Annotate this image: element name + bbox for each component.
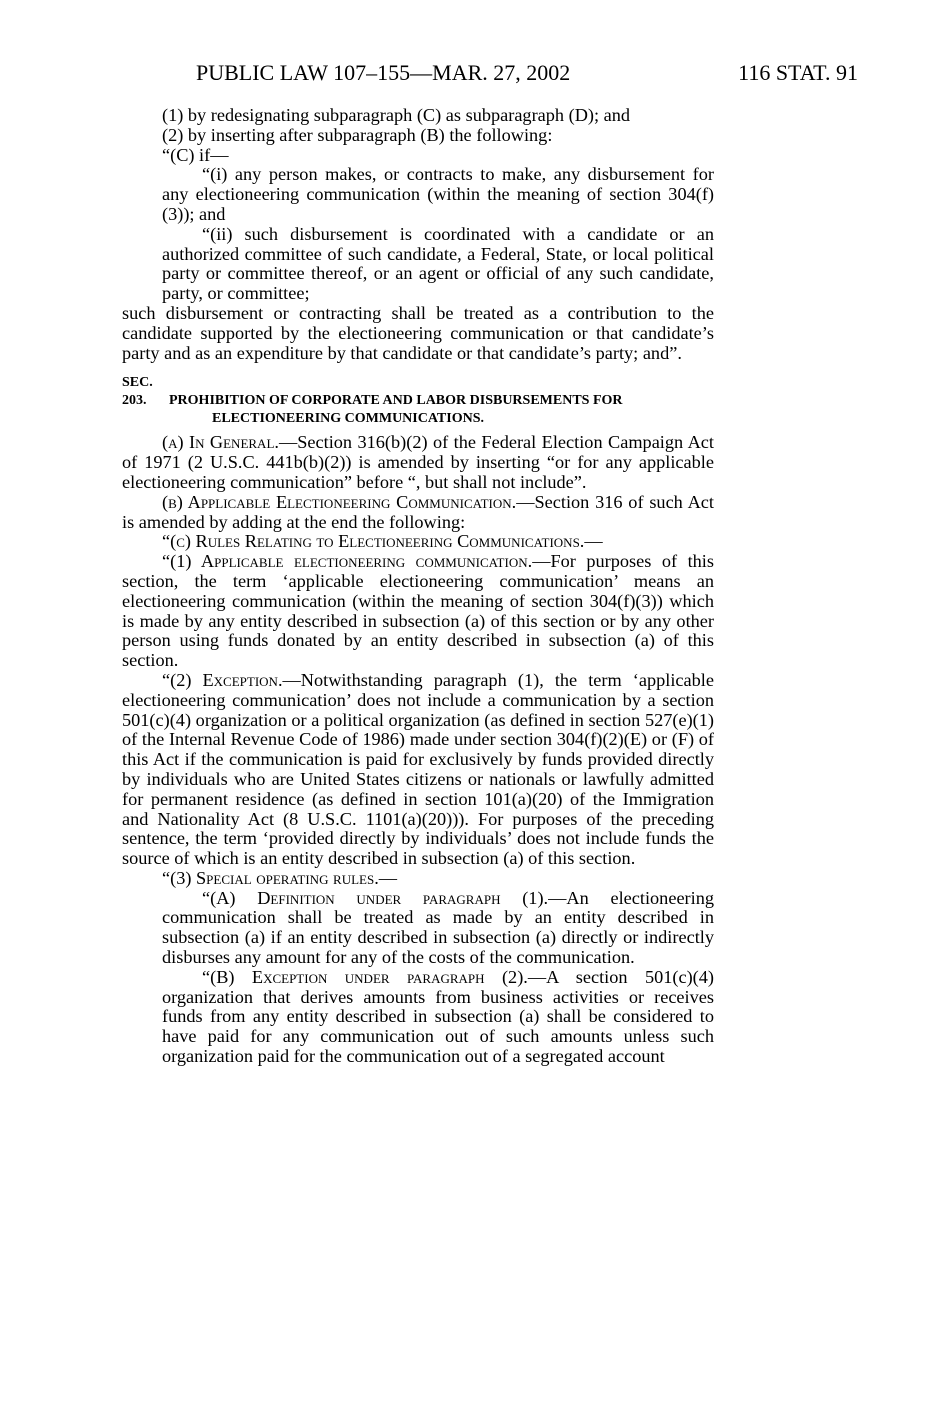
subsection-a [122, 433, 714, 492]
paragraph-2-heading: “(2) Exception. [162, 669, 283, 690]
paragraph-3-text: — [378, 867, 398, 888]
paragraph-1 [122, 552, 714, 671]
paragraph-2 [122, 671, 714, 869]
paragraph-3-b-text: —A section 501(c)(4) organization that derives amounts from business activities or receives funds from any entity described in subsection (a) shall be considered to have paid for any communication out of such amounts unless such organization paid for the communication out of a segregated account [162, 966, 714, 1067]
clause-1: (1) by redesignating subparagraph (C) as subparagraph (D); and [162, 105, 631, 125]
document-body [122, 106, 714, 1067]
paragraph-1-text: —For purposes of this section, the term ‘applicable electioneering communication’ means an electioneering communication (within the meaning of section 304(f)(3)) which is made by any entity described in subsection (a) of this section or by any other person using funds donated by an entity described in subsection (a) of this section. [122, 551, 714, 671]
section-title: PROHIBITION OF CORPORATE AND LABOR DISBURSEMENTS FOR ELECTIONEERING COMMUNICATIONS. [169, 393, 623, 427]
paragraph-3-a-text: —An electioneering communication shall be treated as made by an entity described in subsection (a) if an entity described in subsection (a) directly or indirectly disburses any amount for any of the costs of the communication. [162, 887, 715, 968]
subsection-c [122, 532, 714, 552]
paragraph-3-a [122, 889, 714, 968]
subparagraph-c: “(C) if— [162, 144, 229, 165]
section-number: SEC. 203. [122, 375, 153, 409]
subsection-b-text: —Section 316 of such Act is amended by adding at the end the following: [122, 491, 714, 532]
public-law-citation: PUBLIC LAW 107–155—MAR. 27, 2002 [196, 60, 571, 85]
page-header [196, 60, 858, 90]
flush-text: such disbursement or contracting shall be treated as a contribution to the candidate supported by the electioneering communication or that candidate’s party and as an expenditure by that candidate or that candidate’s party; and”. [122, 302, 714, 363]
paragraph-3-b [122, 968, 714, 1067]
subsection-b-heading: (b) Applicable Electioneering Communication. [162, 491, 517, 512]
clause-c-ii: “(ii) such disbursement is coordinated with a candidate or an authorized committee of such candidate, a Federal, State, or local political party or committee thereof, or an agent or official of any such candidate, party, or committee; [162, 223, 714, 304]
subsection-c-text: — [584, 531, 603, 552]
paragraph-1-heading: “(1) Applicable electioneering communication. [162, 551, 533, 572]
subsection-a-text: —Section 316(b)(2) of the Federal Election Campaign Act of 1971 (2 U.S.C. 441b(b)(2)) is amended by inserting “or for any applicable electioneering communication” before “, but shall not include”. [122, 432, 714, 492]
paragraph-3 [122, 869, 714, 889]
clause-2: (2) by inserting after subparagraph (B) the following: [162, 124, 553, 145]
clause-c-i: “(i) any person makes, or contracts to make, any disbursement for any electioneering communication (within the meaning of section 304(f)(3)); and [162, 164, 714, 224]
paragraph-3-b-heading: “(B) Exception under paragraph (2). [202, 966, 528, 987]
subsection-a-heading: (a) In General. [162, 432, 279, 453]
subsection-c-heading: “(c) Rules Relating to Electioneering Communications. [162, 531, 585, 552]
paragraph-3-heading: “(3) Special operating rules. [162, 867, 379, 888]
paragraph-2-text: —Notwithstanding paragraph (1), the term ‘applicable electioneering communication’ does not include a communication by a section 501(c)(4) organization or a political organization (as defined in section 527(e)(1) of the Internal Revenue Code of 1986) made under section 304(f)(2)(E) or (F) of this Act if the communication is paid for exclusively by funds provided directly by individuals who are United States citizens or nationals or lawfully admitted for permanent residence (as defined in section 101(a)(20) of the Immigration and Nationality Act (8 U.S.C. 1101(a)(20))). For purposes of the preceding sentence, the term ‘provided directly by individuals’ does not include funds the source of which is an entity described in subsection (a) of this section. [122, 669, 714, 869]
paragraph-3-a-heading: “(A) Definition under paragraph (1). [202, 887, 549, 908]
subsection-b [122, 493, 714, 533]
section-heading [122, 374, 714, 428]
stat-page-number: 116 STAT. 91 [738, 60, 858, 85]
